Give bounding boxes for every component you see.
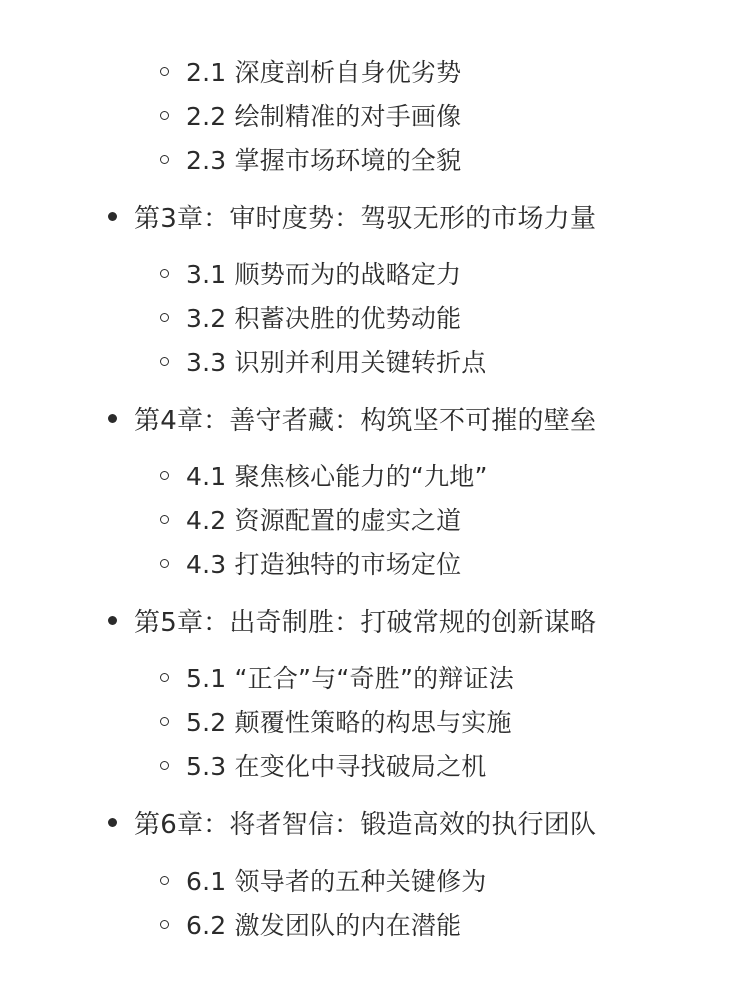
outline-item-3-2 xyxy=(160,297,461,337)
hollow-bullet-icon xyxy=(160,313,169,322)
outline-chapter-text: 第3章：审时度势：驾驭无形的市场力量 xyxy=(134,203,597,234)
filled-bullet-icon xyxy=(108,212,117,221)
outline-item-6-2 xyxy=(160,904,461,944)
outline-item-text: 5.2 颠覆性策略的构思与实施 xyxy=(186,708,512,737)
outline-item-text: 5.3 在变化中寻找破局之机 xyxy=(186,752,487,781)
filled-bullet-icon xyxy=(108,818,117,827)
outline-item-text: 6.1 领导者的五种关键修为 xyxy=(186,867,487,896)
filled-bullet-icon xyxy=(108,616,117,625)
outline-item-text: 4.1 聚焦核心能力的“九地” xyxy=(186,462,488,491)
outline-chapter-text: 第5章：出奇制胜：打破常规的创新谋略 xyxy=(134,607,597,638)
hollow-bullet-icon xyxy=(160,269,169,278)
outline-item-text: 3.2 积蓄决胜的优势动能 xyxy=(186,304,462,333)
outline-item-4-1 xyxy=(160,455,488,495)
outline-item-5-1 xyxy=(160,657,514,697)
outline-item-5-3 xyxy=(160,745,487,785)
outline-item-3-3 xyxy=(160,341,487,381)
outline-item-text: 3.3 识别并利用关键转折点 xyxy=(186,348,487,377)
outline-chapter-6 xyxy=(108,802,596,842)
hollow-bullet-icon xyxy=(160,673,169,682)
hollow-bullet-icon xyxy=(160,717,169,726)
outline-item-4-3 xyxy=(160,543,461,583)
outline-item-2-2 xyxy=(160,95,461,135)
outline-item-text: 4.2 资源配置的虚实之道 xyxy=(186,506,462,535)
outline-chapter-3 xyxy=(108,196,596,236)
outline-item-text: 2.1 深度剖析自身优劣势 xyxy=(186,58,462,87)
outline-item-6-1 xyxy=(160,860,487,900)
hollow-bullet-icon xyxy=(160,920,169,929)
hollow-bullet-icon xyxy=(160,357,169,366)
hollow-bullet-icon xyxy=(160,559,169,568)
hollow-bullet-icon xyxy=(160,876,169,885)
hollow-bullet-icon xyxy=(160,761,169,770)
outline-chapter-text: 第4章：善守者藏：构筑坚不可摧的壁垒 xyxy=(134,405,597,436)
outline-item-text: 2.3 掌握市场环境的全貌 xyxy=(186,146,462,175)
outline-item-2-3 xyxy=(160,139,461,179)
outline-item-text: 3.1 顺势而为的战略定力 xyxy=(186,260,462,289)
outline-item-text: 2.2 绘制精准的对手画像 xyxy=(186,102,462,131)
hollow-bullet-icon xyxy=(160,67,169,76)
outline-item-text: 5.1 “正合”与“奇胜”的辩证法 xyxy=(186,664,514,693)
hollow-bullet-icon xyxy=(160,155,169,164)
hollow-bullet-icon xyxy=(160,111,169,120)
outline-item-2-1 xyxy=(160,51,461,91)
outline-chapter-text: 第6章：将者智信：锻造高效的执行团队 xyxy=(134,809,597,840)
hollow-bullet-icon xyxy=(160,471,169,480)
hollow-bullet-icon xyxy=(160,515,169,524)
outline-item-text: 4.3 打造独特的市场定位 xyxy=(186,550,462,579)
outline-item-5-2 xyxy=(160,701,512,741)
outline-chapter-4 xyxy=(108,398,596,438)
outline-item-4-2 xyxy=(160,499,461,539)
outline-item-text: 6.2 激发团队的内在潜能 xyxy=(186,911,462,940)
outline-item-3-1 xyxy=(160,253,461,293)
outline-chapter-5 xyxy=(108,600,596,640)
filled-bullet-icon xyxy=(108,414,117,423)
